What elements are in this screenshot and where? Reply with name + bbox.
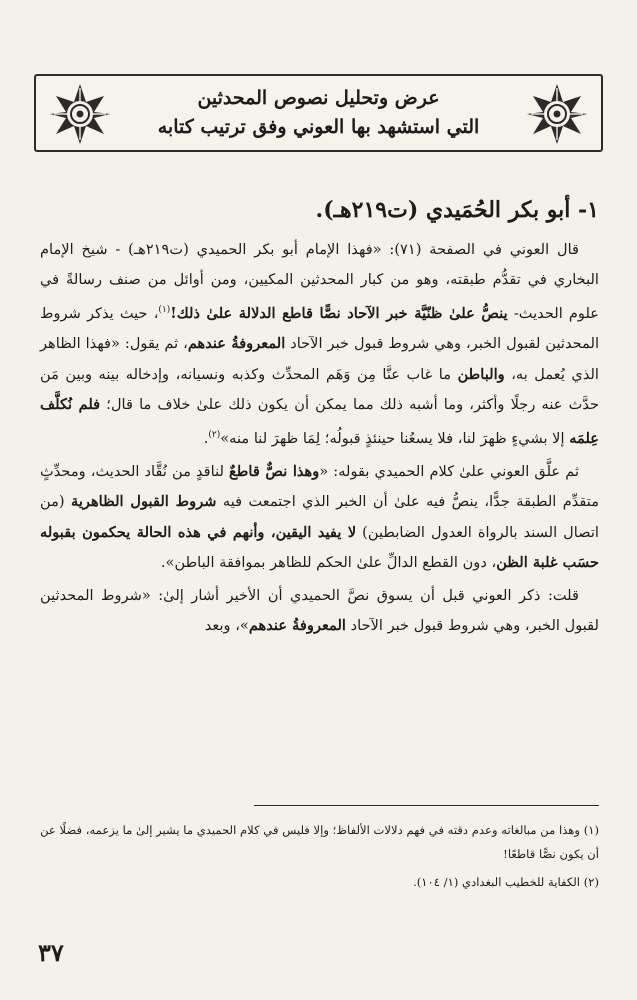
paragraph-3 [40,581,599,641]
section-heading [40,195,599,225]
chapter-title-line-2: التي استشهد بها العوني وفق ترتيب كتابه [157,116,480,138]
footnote-ref-1: (١) [158,305,171,316]
paragraph-2 [40,457,599,578]
p2-text-3: (من اتصال السند بالرواة العدول الضابطين) [40,493,599,541]
footnote-1: (١) وهذا من مبالغاته وعدم دقته في فهم دلالات الألفاظ؛ وإلا فليس في كلام الحميدي ما يشير إلىٰ ما يزعمه، فضلًا عن أن يكون نصًّا قاطعًا! [40,823,599,861]
p2-text-4: ، دون القطع الدالِّ علىٰ الحكم للظاهر بموافقة الباطن». [160,553,497,571]
section-number: ١- [570,197,599,223]
p1-bold-3: والباطن [457,365,505,383]
p1-bold-1: ينصُّ علىٰ ظنّيَّة خبر الآحاد نصًّا قاطع الدلالة علىٰ ذلك! [170,305,508,323]
p1-bold-2: المعروفةُ عندهم [187,335,286,353]
section-date: (ت٢١٩هـ). [315,197,426,223]
chapter-title [126,84,511,142]
p3-text-2: »، وبعد [204,617,249,635]
chapter-header-box [34,74,603,152]
paragraph-1 [40,235,599,454]
section-name: أبو بكر الحُمَيدي [425,197,571,223]
p3-bold-1: المعروفةُ عندهم [248,617,346,635]
p2-bold-2: شروط القبول الظاهرية [71,493,217,511]
p2-text-1: ثم علَّق العوني علىٰ كلام الحميدي بقوله: « [319,463,580,481]
p2-text-2: لناقدٍ من نُقَّاد الحديث، ومحدِّثٍ متقدِّم الطبقة جدًّا، ينصُّ فيه علىٰ أن الخبر الذي اجتمعت فيه [40,463,600,511]
footnotes [40,818,599,894]
p1-text-6: . [203,429,209,447]
p1-text-1: قال العوني في الصفحة (٧١): «فهذا الإمام أبو بكر الحميدي (ت٢١٩هـ) - شيخ الإمام البخاري في تقدُّم طبقته، وهو من كبار المحدثين المكيين، ومن أوائل من صنف رسالةً في علوم الحديث- [40,241,599,323]
chapter-title-line-1: عرض وتحليل نصوص المحدثين [197,87,440,109]
footnote-ref-2: (٢) [208,430,221,441]
body-text [40,235,599,641]
ornament-star-icon-right [525,82,589,146]
footnote-divider [254,805,599,806]
page-number: ٣٧ [38,938,64,967]
p1-text-3: ، ثم يقول: «فهذا الظاهر الذي يُعمل به، [40,335,599,383]
p1-text-5: إلا بشيءٍ ظهرَ لنا، فلا يسعُنا حينئذٍ قبولُه؛ لِمَا ظهرَ لنا منه» [220,429,570,447]
p2-bold-1: وهذا نصٌّ قاطعٌ [229,463,320,481]
p1-text-4: ما غاب عنَّا مِن وَهَم المحدِّث وكذبه ونسيانه، وإدخاله بينه وبين مَن حدَّث عنه رجلًا وأكثر، وما أشبه ذلك مما يمكن أن يكون ذلك علىٰ خلاف ما قال؛ [40,365,600,413]
footnote-2: (٢) الكفاية للخطيب البغدادي (١/ ١٠٤). [413,875,599,889]
p3-text-1: قلت: ذكر العوني قبل أن يسوق نصَّ الحميدي أن الأخير أشار إلىٰ: «شروط المحدثين لقبول الخبر، وهي شروط قبول خبر الآحاد [40,586,599,635]
ornament-star-icon-left [48,82,112,146]
p1-bold-4: فلم نُكلَّف عِلمَه [40,395,599,447]
p1-text-2: ، حيث يذكر شروط المحدثين لقبول الخبر، وهي شروط قبول خبر الآحاد [40,305,599,353]
p2-bold-3: لا يفيد اليقين، وأنهم في هذه الحالة يحكمون بقبوله حسَب غلبة الظن [40,523,599,571]
